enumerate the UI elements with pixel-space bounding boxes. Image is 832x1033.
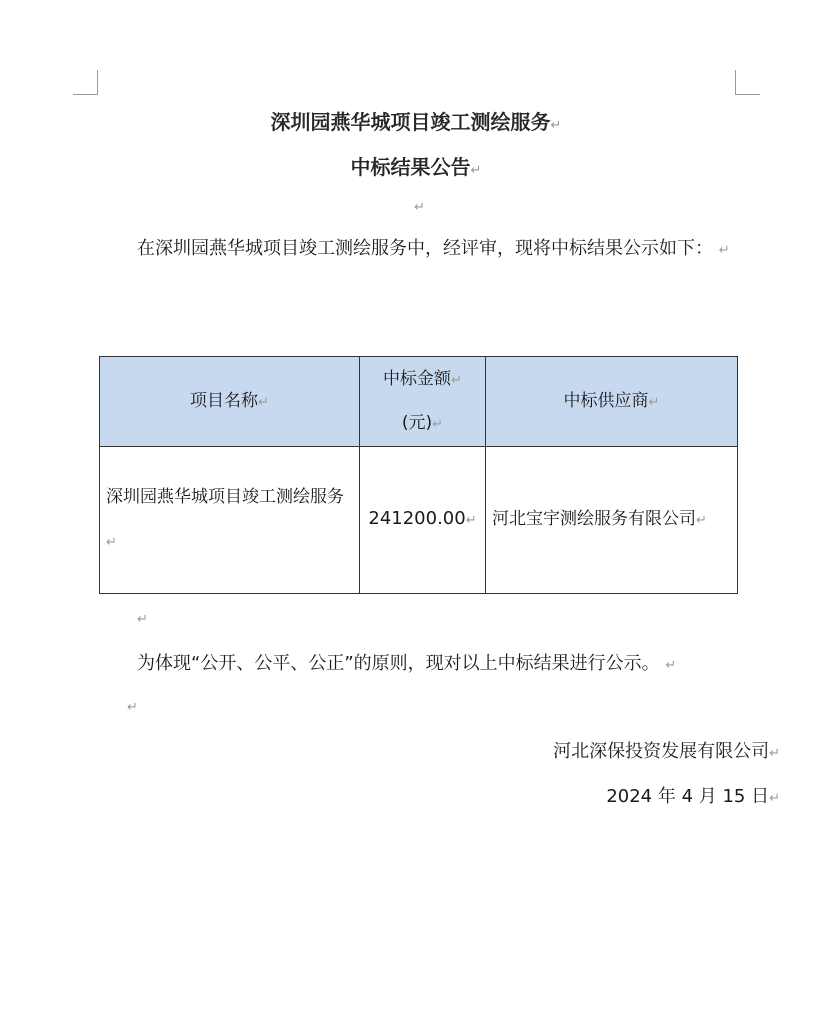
header-supplier: 中标供应商↵ xyxy=(486,357,738,447)
empty-paragraph xyxy=(414,196,425,215)
closing-paragraph: 为体现“公开、公平、公正”的原则，现对以上中标结果进行公示。 ↵ xyxy=(137,653,677,674)
paragraph-mark-icon: ↵ xyxy=(769,746,780,761)
cell-project-name: 深圳园燕华城项目竣工测绘服务↵ xyxy=(100,447,360,594)
paragraph-mark-icon: ↵ xyxy=(258,394,269,410)
announcement-subtitle: 中标结果公告↵ xyxy=(350,155,482,179)
paragraph-mark-icon: ↵ xyxy=(106,535,117,550)
paragraph-mark-icon: ↵ xyxy=(137,612,148,627)
paragraph-mark-icon: ↵ xyxy=(550,118,562,133)
empty-paragraph xyxy=(127,696,138,715)
signature-date: 2024 年 4 月 15 日↵ xyxy=(606,786,780,807)
intro-paragraph: 在深圳园燕华城项目竣工测绘服务中，经评审，现将中标结果公示如下： ↵ xyxy=(137,238,730,259)
paragraph-mark-icon: ↵ xyxy=(465,513,477,528)
cell-award-amount: 241200.00↵ xyxy=(360,447,486,594)
paragraph-mark-icon: ↵ xyxy=(769,791,780,806)
header-project-name: 项目名称↵ xyxy=(100,357,360,447)
crop-mark-top-right xyxy=(735,70,760,95)
table-header-row xyxy=(100,357,738,447)
signature-company: 河北深保投资发展有限公司↵ xyxy=(553,741,780,762)
header-award-amount: 中标金额↵ (元)↵ xyxy=(360,357,486,447)
paragraph-mark-icon: ↵ xyxy=(696,513,707,528)
award-result-table xyxy=(99,356,738,594)
crop-mark-top-left xyxy=(73,70,98,95)
paragraph-mark-icon: ↵ xyxy=(451,372,462,388)
paragraph-mark-icon: ↵ xyxy=(470,163,482,178)
paragraph-mark-icon: ↵ xyxy=(432,416,444,432)
paragraph-mark-icon: ↵ xyxy=(414,200,425,215)
cell-supplier: 河北宝宇测绘服务有限公司↵ xyxy=(486,447,738,594)
announcement-title: 深圳园燕华城项目竣工测绘服务↵ xyxy=(270,110,562,134)
paragraph-mark-icon: ↵ xyxy=(718,243,730,258)
empty-paragraph xyxy=(137,608,148,627)
paragraph-mark-icon: ↵ xyxy=(665,658,677,673)
table-row xyxy=(100,447,738,594)
paragraph-mark-icon: ↵ xyxy=(127,700,138,715)
paragraph-mark-icon: ↵ xyxy=(648,394,660,410)
